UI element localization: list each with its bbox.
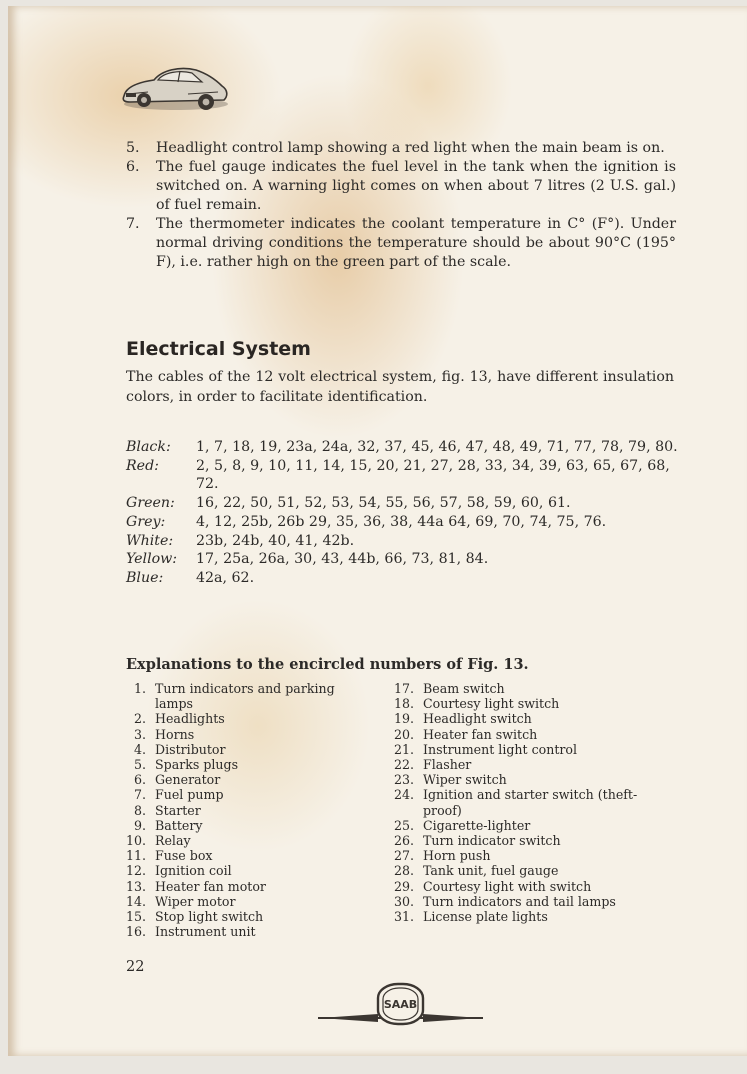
list-item: 28. Tank unit, fuel gauge [393,863,559,879]
list-item: 31. License plate lights [393,909,548,925]
explanations-title: Explanations to the encircled numbers of Fig. 13. [126,656,529,673]
list-item: 6. The fuel gauge indicates the fuel level in the tank when the ignition is switched on. A warning light comes on when about 7 litres (2 U.S. gal.) of fuel remain. [126,159,676,213]
intro-paragraph: The cables of the 12 volt electrical system, fig. 13, have different insulation colors, in order to facilitate identification. [126,369,674,405]
list-item: 9. Battery [133,817,203,833]
explanations-right-column [386,681,686,924]
manual-page [8,6,747,1056]
list-item: 30. Turn indicators and tail lamps [393,893,616,909]
list-item: 21. Instrument light control [393,741,578,757]
color-row: Black: 1, 7, 18, 19, 23a, 24a, 32, 37, 45, 46, 47, 48, 49, 71, 77, 78, 79, 80. [126,439,678,455]
color-row: Green: 16, 22, 50, 51, 52, 53, 54, 55, 56, 57, 58, 59, 60, 61. [126,495,571,512]
list-item: 27. Horn push [393,848,491,864]
cable-color-list [126,438,681,588]
list-item: 16. Instrument unit [125,924,256,940]
list-item: 12. Ignition coil [125,863,232,879]
list-item: 5. Sparks plugs [133,757,239,773]
instrument-notes-list [126,139,676,272]
list-item: 17. Beam switch [393,681,505,696]
color-row: Yellow: 17, 25a, 26a, 30, 43, 44b, 66, 73, 81, 84. [126,551,489,568]
saab-logo-icon [318,978,483,1030]
list-item: 14. Wiper motor [125,893,236,909]
page-number: 22 [126,959,145,975]
section-heading: Electrical System [126,338,311,360]
list-item: 18. Courtesy light switch [393,696,560,712]
svg-text:SAAB: SAAB [383,998,418,1011]
list-item: 7. Fuel pump [133,787,224,803]
list-item: 5. Headlight control lamp showing a red light when the main beam is on. [126,140,665,156]
list-item: 23. Wiper switch [393,772,507,788]
list-item: 29. Courtesy light with switch [393,878,592,894]
list-item: 10. Relay [125,833,191,849]
list-item: 22. Flasher [393,757,472,773]
color-row: Blue: 42a, 62. [126,569,255,586]
list-item: 15. Stop light switch [125,909,264,925]
car-illustration-icon [118,58,233,116]
list-item: 4. Distributor [133,741,226,757]
list-item: 24. Ignition and starter switch (theft-proof) [393,787,638,818]
list-item: 7. The thermometer indicates the coolant temperature in C° (F°). Under normal driving conditions the temperature should be about 90°C (195° F), i.e. rather high on the green part of the scale. [126,216,676,270]
color-row: Grey: 4, 12, 25b, 26b 29, 35, 36, 38, 44a 64, 69, 70, 74, 75, 76. [126,513,607,530]
list-item: 19. Headlight switch [393,711,532,727]
explanations-left-column [118,681,368,939]
color-row: White: 23b, 24b, 40, 41, 42b. [126,532,355,549]
list-item: 13. Heater fan motor [125,878,266,894]
list-item: 1. Turn indicators and parking lamps [133,681,335,712]
list-item: 2. Headlights [133,711,225,727]
list-item: 3. Horns [133,726,195,742]
list-item: 25. Cigarette-lighter [393,817,531,833]
color-row: Red: 2, 5, 8, 9, 10, 11, 14, 15, 20, 21, 27, 28, 33, 34, 39, 63, 65, 67, 68, 72. [126,457,670,493]
list-item: 20. Heater fan switch [393,726,538,742]
list-item: 6. Generator [133,772,221,788]
list-item: 11. Fuse box [125,848,213,864]
list-item: 26. Turn indicator switch [393,833,561,849]
list-item: 8. Starter [133,802,201,818]
